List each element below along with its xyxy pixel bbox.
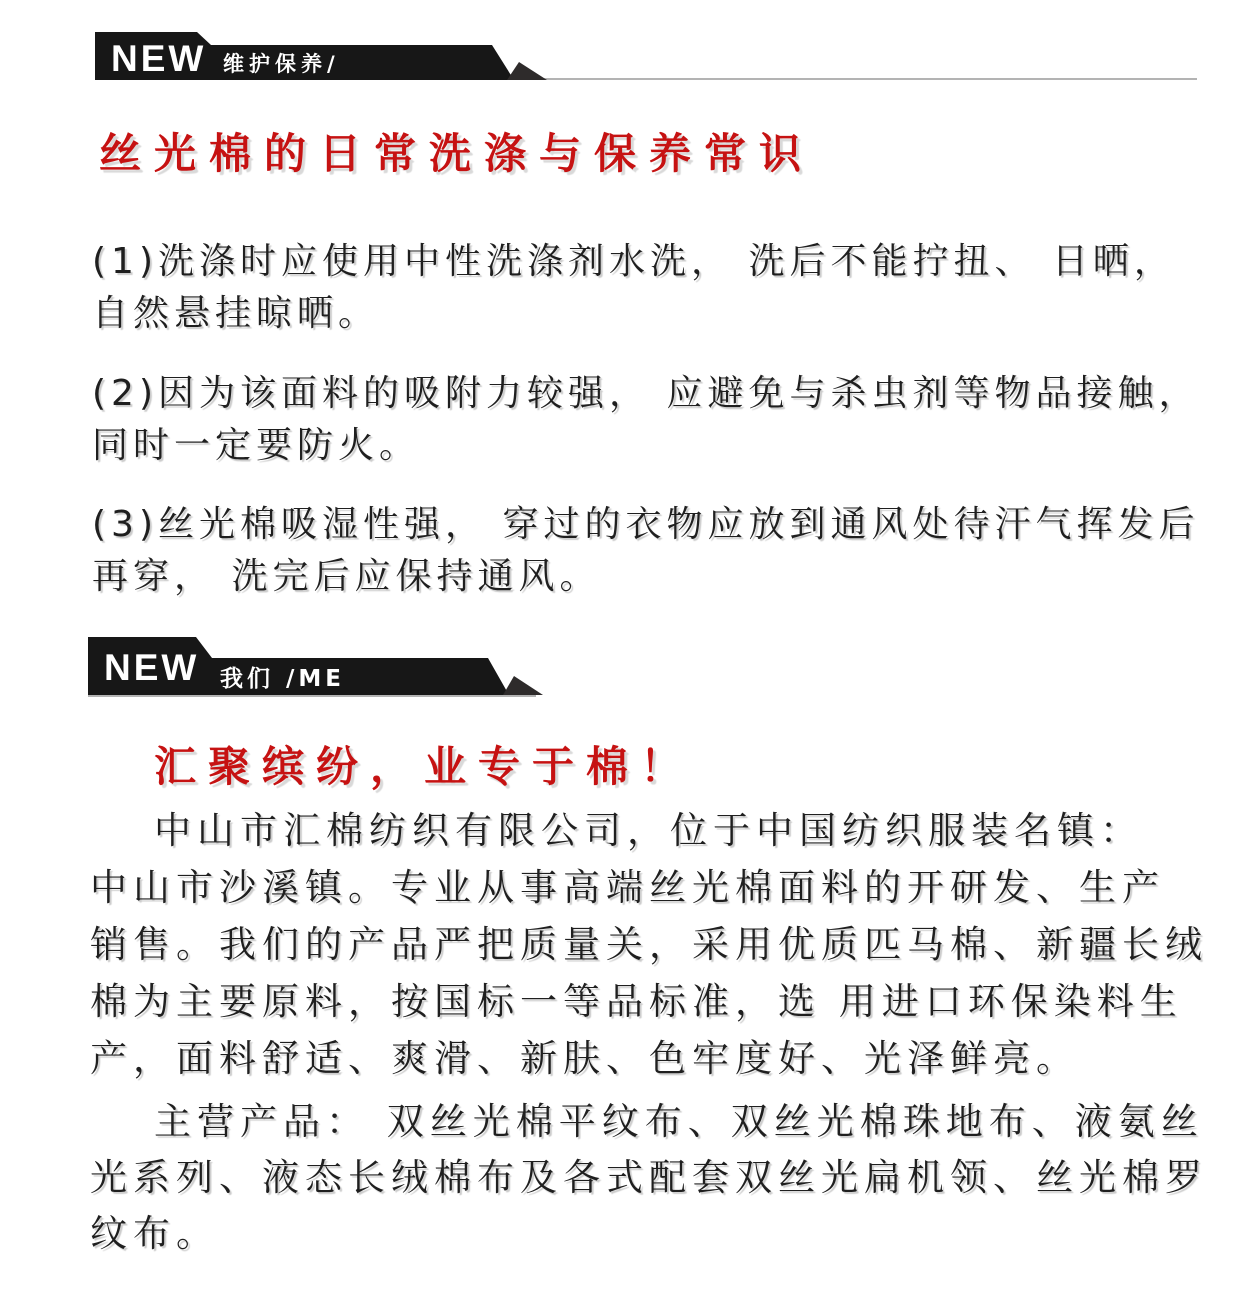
about-products-line-1: 主营产品： 双丝光棉平纹布、双丝光棉珠地布、液氨丝: [154, 1100, 1204, 1143]
care-item-2-line-2: 同时一定要防火。: [92, 425, 421, 466]
care-item-1-line-2: 自然悬挂晾晒。: [92, 293, 380, 334]
section-banner-about: [88, 637, 1198, 699]
care-item-3: [92, 499, 1199, 603]
about-products-line-3: 纹布。: [90, 1212, 219, 1255]
care-item-1-line-1: (1)洗涤时应使用中性洗涤剂水洗， 洗后不能拧扭、 日晒，: [92, 241, 1175, 282]
about-intro-line-3: 销售。我们的产品严把质量关，采用优质匹马棉、新疆长绒: [90, 923, 1208, 966]
care-item-1: [92, 236, 1175, 340]
about-intro-line-5: 产，面料舒适、爽滑、新肤、色牢度好、光泽鲜亮。: [90, 1037, 1079, 1080]
about-intro-line-1: 中山市汇棉纺织有限公司，位于中国纺织服装名镇：: [154, 809, 1143, 852]
about-products-line-2: 光系列、液态长绒棉布及各式配套双丝光扁机领、丝光棉罗: [90, 1156, 1208, 1199]
about-products: [90, 1094, 1208, 1262]
care-item-3-line-1: (3)丝光棉吸湿性强， 穿过的衣物应放到通风处待汗气挥发后: [92, 504, 1200, 545]
banner-title-maintenance: 维护保养/: [223, 52, 340, 76]
about-heading: 汇聚缤纷，业专于棉！: [154, 742, 695, 791]
new-badge: NEW: [111, 38, 207, 79]
care-item-3-line-2: 再穿， 洗完后应保持通风。: [92, 556, 601, 597]
care-item-2: [92, 368, 1199, 472]
banner-title-about: 我们 /ME: [220, 666, 346, 692]
new-badge: NEW: [104, 647, 200, 688]
care-item-2-line-1: (2)因为该面料的吸附力较强， 应避免与杀虫剂等物品接触，: [92, 373, 1200, 414]
about-intro-line-4: 棉为主要原料，按国标一等品标准，选 用进口环保染料生: [90, 980, 1183, 1023]
section-banner-maintenance: [95, 32, 1205, 82]
about-intro: [90, 802, 1208, 1087]
care-heading: 丝光棉的日常洗涤与保养常识: [99, 129, 815, 178]
about-intro-line-2: 中山市沙溪镇。专业从事高端丝光棉面料的开研发、生产: [90, 866, 1165, 909]
